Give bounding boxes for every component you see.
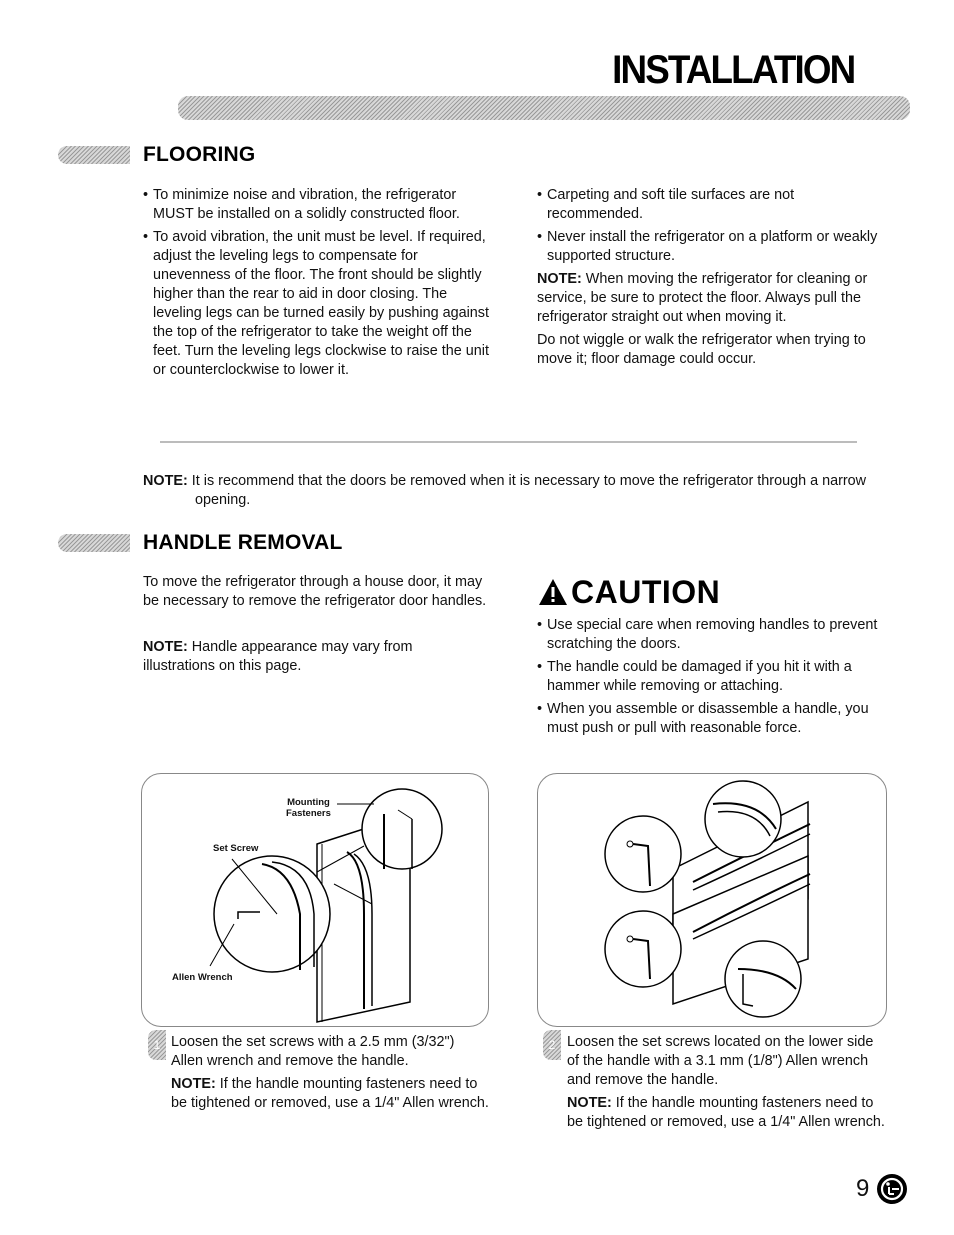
set-screw-label: Set Screw — [213, 843, 259, 854]
warning-triangle-icon — [537, 577, 569, 607]
handle-removal-intro: To move the refrigerator through a house door, it may be necessary to remove the refrigerator door handles. — [143, 574, 487, 609]
list-item: • To minimize noise and vibration, the refrigerator MUST be installed on a solidly constructed floor. — [143, 186, 495, 224]
section-divider — [160, 441, 857, 443]
caution-title: CAUTION — [571, 573, 721, 610]
flooring-title: FLOORING — [143, 143, 256, 166]
step-2-note: NOTE: If the handle mounting fasteners need to be tightened or removed, use a 1/4" Allen wrench. — [567, 1095, 885, 1130]
step-1-text: Loosen the set screws with a 2.5 mm (3/32") Allen wrench and remove the handle. — [171, 1034, 455, 1069]
flooring-left-list — [143, 186, 495, 384]
step-2-badge: 2 — [543, 1030, 561, 1060]
handle-diagram-2 — [538, 774, 886, 1026]
list-item: • To avoid vibration, the unit must be level. If required, adjust the leveling legs to compensate for unevenness of the floor. The front should be slightly higher than the rear to aid in door closing. The leveling legs can be turned easily by pushing against the top of the refrigerator to take the weight off the feet. Turn the leveling legs clockwise to raise the unit or counterclockwise to lower it. — [143, 228, 495, 380]
flooring-note: NOTE: When moving the refrigerator for cleaning or service, be sure to protect the floor. Always pull the refrigerator straight out when moving it. — [537, 271, 868, 325]
handle-removal-section-tab — [58, 534, 130, 552]
handle-removal-intro-block — [143, 573, 488, 676]
mounting-fasteners-label: Mounting Fasteners — [286, 797, 331, 819]
move-note: NOTE: It is recommend that the doors be removed when it is necessary to move the refrigerator through a narrow opening. — [143, 473, 867, 508]
list-item: • Use special care when removing handles to prevent scratching the doors. — [537, 616, 882, 654]
page-number: 9 — [856, 1175, 870, 1202]
lg-logo-icon — [875, 1172, 909, 1206]
caution-list — [537, 616, 882, 742]
page-header-title: INSTALLATION — [611, 48, 854, 92]
list-item: • The handle could be damaged if you hit it with a hammer while removing or attaching. — [537, 658, 882, 696]
step-2-text-block — [567, 1033, 885, 1132]
step-2-text: Loosen the set screws located on the lower side of the handle with a 3.1 mm (1/8") Allen wrench and remove the handle. — [567, 1034, 874, 1088]
list-item: • Carpeting and soft tile surfaces are not recommended. — [537, 186, 882, 224]
list-item: • Never install the refrigerator on a platform or weakly supported structure. — [537, 228, 882, 266]
list-item: • When you assemble or disassemble a handle, you must push or pull with reasonable force. — [537, 700, 882, 738]
step-1-text-block — [171, 1033, 489, 1113]
flooring-warning: Do not wiggle or walk the refrigerator when trying to move it; floor damage could occur. — [537, 332, 866, 367]
figure-1-panel — [141, 773, 489, 1027]
figure-2-panel — [537, 773, 887, 1027]
page-footer — [856, 1172, 909, 1206]
caution-heading — [537, 572, 720, 612]
header-decorative-bar — [178, 96, 910, 120]
flooring-section-tab — [58, 146, 130, 164]
flooring-right-column — [537, 186, 882, 369]
step-1-note: NOTE: If the handle mounting fasteners need to be tightened or removed, use a 1/4" Allen wrench. — [171, 1076, 489, 1111]
handle-removal-title: HANDLE REMOVAL — [143, 531, 343, 554]
allen-wrench-label: Allen Wrench — [172, 972, 233, 983]
step-1-badge: 1 — [148, 1030, 166, 1060]
handle-removal-note: NOTE: Handle appearance may vary from illustrations on this page. — [143, 639, 413, 674]
